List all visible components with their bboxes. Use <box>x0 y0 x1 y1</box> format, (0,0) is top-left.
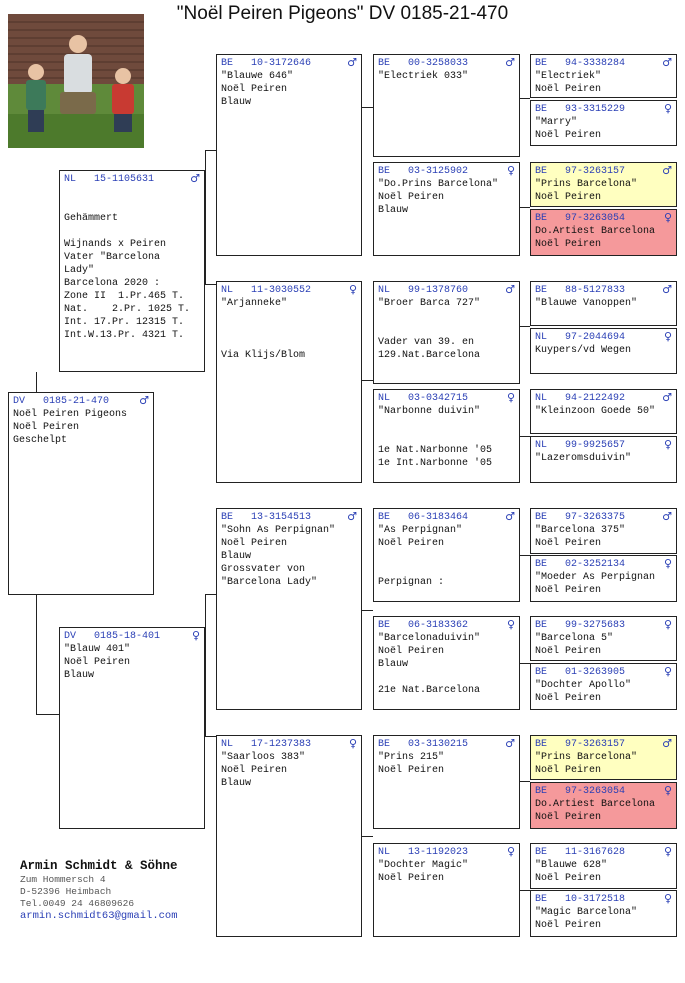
pigeon-detail-line: Noël Peiren <box>535 646 602 657</box>
ring-number: BE 88-5127833 <box>535 285 626 296</box>
pigeon-details <box>378 524 515 589</box>
pigeon-detail-line: Noël Peiren <box>535 693 602 704</box>
ring-number: BE 10-3172518 <box>535 894 626 905</box>
pigeon-detail-line: Noël Peiren Pigeons <box>13 409 128 420</box>
pigeon-card-sssd <box>530 100 677 146</box>
pigeon-card-dds <box>373 735 520 829</box>
pigeon-detail-line: 1e Int.Narbonne '05 <box>378 458 493 469</box>
pigeon-detail-line: Noël Peiren <box>535 920 602 931</box>
ring-number: NL 03-0342715 <box>378 393 469 404</box>
connector <box>205 150 206 284</box>
ring-number: BE 01-3263905 <box>535 667 626 678</box>
pigeon-detail-line: Blauw <box>221 97 252 108</box>
pigeon-detail-line: Noël Peiren <box>535 765 602 776</box>
pigeon-details <box>378 405 515 470</box>
pigeon-detail-line: Do.Artiest Barcelona <box>535 226 656 237</box>
pigeon-detail-line: Noël Peiren <box>378 192 445 203</box>
ring-number: NL 15-1105631 <box>64 174 155 185</box>
pigeon-detail-line <box>378 418 515 431</box>
ring-number: NL 94-2122492 <box>535 393 626 404</box>
pigeon-detail-line: "Sohn As Perpignan" <box>221 525 336 536</box>
pigeon-details <box>221 751 357 790</box>
pigeon-details <box>535 859 672 885</box>
connector <box>520 890 530 891</box>
pigeon-detail-line: Noël Peiren <box>535 192 602 203</box>
ring-number: BE 06-3183362 <box>378 620 469 631</box>
pigeon-detail-line <box>64 199 200 212</box>
connector <box>205 736 216 737</box>
pigeon-card-sss <box>373 54 520 157</box>
female-symbol-icon: ♀ <box>506 391 515 404</box>
pigeon-details <box>535 344 672 357</box>
pigeon-detail-line: Nat. 2.Pr. 1025 T. <box>64 304 191 315</box>
pigeon-detail-line: "Dochter Magic" <box>378 860 469 871</box>
ring-number: BE 93-3315229 <box>535 104 626 115</box>
pigeon-card-sdss <box>530 281 677 326</box>
female-symbol-icon: ♀ <box>663 102 672 115</box>
pigeon-detail-line: Perpignan : <box>378 577 445 588</box>
pigeon-detail-line: Vader van 39. en <box>378 337 475 348</box>
pigeon-details <box>535 632 672 658</box>
male-symbol-icon: ♂ <box>662 510 672 523</box>
pigeon-detail-line: Int.W.13.Pr. 4321 T. <box>64 330 185 341</box>
male-symbol-icon: ♂ <box>662 391 672 404</box>
pigeon-details <box>535 116 672 142</box>
connector <box>205 594 216 595</box>
pigeon-card-dddd <box>530 890 677 937</box>
pigeon-detail-line: Noël Peiren <box>378 765 445 776</box>
pigeon-card-ssss <box>530 54 677 98</box>
pigeon-details <box>378 751 515 777</box>
pigeon-detail-line: "Arjanneke" <box>221 298 288 309</box>
connector <box>362 380 373 381</box>
connector <box>520 555 530 556</box>
connector <box>520 781 530 782</box>
pigeon-detail-line: "Barcelona 375" <box>535 525 626 536</box>
male-symbol-icon: ♂ <box>347 56 357 69</box>
pigeon-details <box>535 524 672 550</box>
ring-number: BE 13-3154513 <box>221 512 312 523</box>
pigeon-card-dss <box>373 508 520 602</box>
pigeon-detail-line: "Blauw 401" <box>64 644 131 655</box>
ring-number: DV 0185-18-401 <box>64 631 161 642</box>
pigeon-card-dsdd <box>530 663 677 710</box>
ring-number: NL 99-9925657 <box>535 440 626 451</box>
pigeon-detail-line: "Blauwe 646" <box>221 71 294 82</box>
pigeon-detail-line: Geschelpt <box>13 435 68 446</box>
pigeon-detail-line <box>378 310 515 323</box>
pigeon-detail-line <box>221 310 357 323</box>
male-symbol-icon: ♂ <box>190 172 200 185</box>
ring-number: NL 11-3030552 <box>221 285 312 296</box>
pigeon-detail-line: Do.Artiest Barcelona <box>535 799 656 810</box>
connector <box>205 594 206 736</box>
ring-number: NL 99-1378760 <box>378 285 469 296</box>
ring-number: BE 03-3125902 <box>378 166 469 177</box>
connector <box>520 663 530 664</box>
pigeon-detail-line: "Barcelona 5" <box>535 633 614 644</box>
pigeon-card-ddd <box>373 843 520 937</box>
pigeon-card-sdsd <box>530 328 677 374</box>
pigeon-detail-line: Blauw <box>378 659 409 670</box>
pigeon-detail-line: "Blauwe 628" <box>535 860 608 871</box>
pigeon-card-ss <box>216 54 362 256</box>
breeder-address <box>20 858 178 923</box>
pigeon-detail-line <box>64 186 200 199</box>
connector <box>36 714 59 715</box>
breeder-city: D-52396 Heimbach <box>20 886 112 897</box>
male-symbol-icon: ♂ <box>347 510 357 523</box>
pigeon-detail-line <box>221 336 357 349</box>
male-symbol-icon: ♂ <box>662 283 672 296</box>
pigeon-detail-line: "Do.Prins Barcelona" <box>378 179 499 190</box>
breeder-phone: Tel.0049 24 46809626 <box>20 898 135 909</box>
pigeon-detail-line: Noël Peiren <box>535 239 602 250</box>
pigeon-details <box>535 751 672 777</box>
pigeon-detail-line: "Moeder As Perpignan <box>535 572 656 583</box>
male-symbol-icon: ♂ <box>505 56 515 69</box>
pigeon-detail-line: Blauw <box>221 551 252 562</box>
ring-number: BE 97-3263054 <box>535 786 626 797</box>
pigeon-details <box>535 178 672 204</box>
pigeon-detail-line: Barcelona 2020 : <box>64 278 161 289</box>
connector <box>205 284 216 285</box>
pigeon-detail-line: Lady" <box>64 265 95 276</box>
ring-number: BE 10-3172646 <box>221 58 312 69</box>
pigeon-card-ssdd <box>530 209 677 256</box>
pigeon-detail-line: Noël Peiren <box>378 646 445 657</box>
pigeon-card-sdd <box>373 389 520 483</box>
pigeon-detail-line: "Dochter Apollo" <box>535 680 632 691</box>
female-symbol-icon: ♀ <box>506 618 515 631</box>
breeder-name: Armin Schmidt & Söhne <box>20 859 178 873</box>
connector <box>36 595 37 715</box>
pigeon-details <box>378 859 515 885</box>
pigeon-detail-line: 1e Nat.Narbonne '05 <box>378 445 493 456</box>
pigeon-details <box>535 405 672 418</box>
pigeon-detail-line: Noël Peiren <box>535 130 602 141</box>
pigeon-card-sd <box>216 281 362 483</box>
pigeon-card-sds <box>373 281 520 384</box>
pigeon-detail-line: "Broer Barca 727" <box>378 298 481 309</box>
breeder-street: Zum Hommersch 4 <box>20 874 106 885</box>
pigeon-details <box>535 679 672 705</box>
female-symbol-icon: ♀ <box>663 330 672 343</box>
pigeon-detail-line: Noël Peiren <box>64 657 131 668</box>
male-symbol-icon: ♂ <box>662 164 672 177</box>
pigeon-detail-line: Noël Peiren <box>535 585 602 596</box>
pigeon-detail-line: Noël Peiren <box>378 873 445 884</box>
pigeon-details <box>535 297 672 310</box>
pigeon-detail-line: "Electriek" <box>535 71 602 82</box>
pigeon-details <box>535 70 672 96</box>
female-symbol-icon: ♀ <box>506 164 515 177</box>
pigeon-card-dd <box>216 735 362 937</box>
pigeon-card-dam <box>59 627 205 829</box>
family-photo <box>8 14 144 148</box>
ring-number: DV 0185-21-470 <box>13 396 110 407</box>
pigeon-detail-line: "Prins 215" <box>378 752 445 763</box>
male-symbol-icon: ♂ <box>139 394 149 407</box>
pigeon-details <box>64 643 200 682</box>
pigeon-detail-line: "As Perpignan" <box>378 525 463 536</box>
pigeon-detail-line <box>378 323 515 336</box>
ring-number: BE 97-3263157 <box>535 739 626 750</box>
ring-number: BE 03-3130215 <box>378 739 469 750</box>
pigeon-card-main <box>8 392 154 595</box>
pigeon-card-ds <box>216 508 362 710</box>
pigeon-detail-line: Blauw <box>64 670 95 681</box>
pigeon-detail-line: "Blauwe Vanoppen" <box>535 298 638 309</box>
connector <box>520 326 530 327</box>
pigeon-detail-line: Noël Peiren <box>535 84 602 95</box>
female-symbol-icon: ♀ <box>506 845 515 858</box>
pigeon-card-dssd <box>530 555 677 602</box>
pigeon-detail-line: Blauw <box>221 778 252 789</box>
ring-number: BE 97-3263157 <box>535 166 626 177</box>
pigeon-detail-line <box>378 431 515 444</box>
pigeon-detail-line <box>221 323 357 336</box>
pigeon-detail-line: Via Klijs/Blom <box>221 350 306 361</box>
pigeon-detail-line: Gehämmert <box>64 213 119 224</box>
pigeon-detail-line: "Barcelona Lady" <box>221 577 318 588</box>
pigeon-details <box>378 70 515 83</box>
pigeon-card-ssd <box>373 162 520 256</box>
pigeon-detail-line: Noël Peiren <box>221 84 288 95</box>
pigeon-detail-line: "Marry" <box>535 117 578 128</box>
pigeon-detail-line: "Prins Barcelona" <box>535 179 638 190</box>
pigeon-card-sire <box>59 170 205 372</box>
ring-number: BE 02-3252134 <box>535 559 626 570</box>
breeder-email[interactable]: armin.schmidt63@gmail.com <box>20 910 178 922</box>
connector <box>362 836 373 837</box>
pigeon-detail-line: Zone II 1.Pr.465 T. <box>64 291 185 302</box>
connector <box>520 436 530 437</box>
pigeon-card-dsds <box>530 616 677 661</box>
pigeon-detail-line: "Saarloos 383" <box>221 752 306 763</box>
pigeon-detail-line: 21e Nat.Barcelona <box>378 685 481 696</box>
female-symbol-icon: ♀ <box>663 211 672 224</box>
pigeon-detail-line: "Barcelonaduivin" <box>378 633 481 644</box>
ring-number: BE 97-3263375 <box>535 512 626 523</box>
female-symbol-icon: ♀ <box>191 629 200 642</box>
connector <box>520 207 530 208</box>
pigeon-card-ddds <box>530 843 677 889</box>
pigeon-details <box>535 798 672 824</box>
ring-number: NL 17-1237383 <box>221 739 312 750</box>
female-symbol-icon: ♀ <box>348 737 357 750</box>
pigeon-detail-line: "Narbonne duivin" <box>378 406 481 417</box>
pigeon-detail-line <box>378 671 515 684</box>
pigeon-detail-line <box>378 563 515 576</box>
connector <box>520 98 530 99</box>
female-symbol-icon: ♀ <box>663 784 672 797</box>
male-symbol-icon: ♂ <box>505 510 515 523</box>
pigeon-detail-line: "Prins Barcelona" <box>535 752 638 763</box>
connector <box>36 372 37 392</box>
male-symbol-icon: ♂ <box>662 56 672 69</box>
female-symbol-icon: ♀ <box>663 892 672 905</box>
pigeon-detail-line: Int. 17.Pr. 12315 T. <box>64 317 185 328</box>
female-symbol-icon: ♀ <box>663 438 672 451</box>
ring-number: BE 97-3263054 <box>535 213 626 224</box>
pigeon-detail-line: Wijnands x Peiren <box>64 239 167 250</box>
female-symbol-icon: ♀ <box>663 618 672 631</box>
pigeon-card-ssds <box>530 162 677 207</box>
pigeon-details <box>221 70 357 109</box>
pigeon-card-dsd <box>373 616 520 710</box>
male-symbol-icon: ♂ <box>662 737 672 750</box>
female-symbol-icon: ♀ <box>348 283 357 296</box>
pedigree-title: "Noël Peiren Pigeons" DV 0185-21-470 <box>176 3 509 24</box>
pigeon-detail-line: Noël Peiren <box>13 422 80 433</box>
connector <box>205 150 216 151</box>
female-symbol-icon: ♀ <box>663 557 672 570</box>
ring-number: BE 94-3338284 <box>535 58 626 69</box>
pigeon-detail-line: Noël Peiren <box>221 538 288 549</box>
ring-number: BE 00-3258033 <box>378 58 469 69</box>
pigeon-detail-line: Noël Peiren <box>535 538 602 549</box>
pigeon-detail-line: "Kleinzoon Goede 50" <box>535 406 656 417</box>
pigeon-detail-line: Noël Peiren <box>378 538 445 549</box>
male-symbol-icon: ♂ <box>505 737 515 750</box>
pigeon-detail-line: Vater "Barcelona <box>64 252 161 263</box>
female-symbol-icon: ♀ <box>663 845 672 858</box>
pigeon-detail-line: Blauw <box>378 205 409 216</box>
pigeon-details <box>535 906 672 932</box>
pigeon-detail-line: 129.Nat.Barcelona <box>378 350 481 361</box>
pigeon-detail-line: "Magic Barcelona" <box>535 907 638 918</box>
ring-number: BE 11-3167628 <box>535 847 626 858</box>
ring-number: BE 06-3183464 <box>378 512 469 523</box>
pigeon-card-ddsd <box>530 782 677 829</box>
pigeon-card-sddd <box>530 436 677 483</box>
pigeon-details <box>64 186 200 342</box>
male-symbol-icon: ♂ <box>505 283 515 296</box>
pigeon-detail-line: "Lazeromsduivin" <box>535 453 632 464</box>
pigeon-details <box>535 225 672 251</box>
pigeon-detail-line: "Electriek 033" <box>378 71 469 82</box>
pigeon-details <box>378 178 515 217</box>
ring-number: NL 97-2044694 <box>535 332 626 343</box>
pigeon-details <box>535 452 672 465</box>
pigeon-detail-line <box>64 225 200 238</box>
pigeon-details <box>535 571 672 597</box>
pigeon-detail-line: Noël Peiren <box>221 765 288 776</box>
pigeon-detail-line: Kuypers/vd Wegen <box>535 345 632 356</box>
pigeon-card-sdds <box>530 389 677 434</box>
ring-number: BE 99-3275683 <box>535 620 626 631</box>
pigeon-details <box>221 524 357 589</box>
pigeon-detail-line: Grossvater von <box>221 564 306 575</box>
pigeon-card-ddss <box>530 735 677 780</box>
pigeon-details <box>13 408 149 447</box>
ring-number: NL 13-1192023 <box>378 847 469 858</box>
pigeon-detail-line <box>378 550 515 563</box>
pigeon-details <box>378 632 515 697</box>
pigeon-detail-line: Noël Peiren <box>535 873 602 884</box>
pigeon-details <box>221 297 357 362</box>
connector <box>362 107 373 108</box>
connector <box>362 610 373 611</box>
pigeon-details <box>378 297 515 362</box>
female-symbol-icon: ♀ <box>663 665 672 678</box>
pigeon-detail-line: Noël Peiren <box>535 812 602 823</box>
pigeon-card-dsss <box>530 508 677 554</box>
